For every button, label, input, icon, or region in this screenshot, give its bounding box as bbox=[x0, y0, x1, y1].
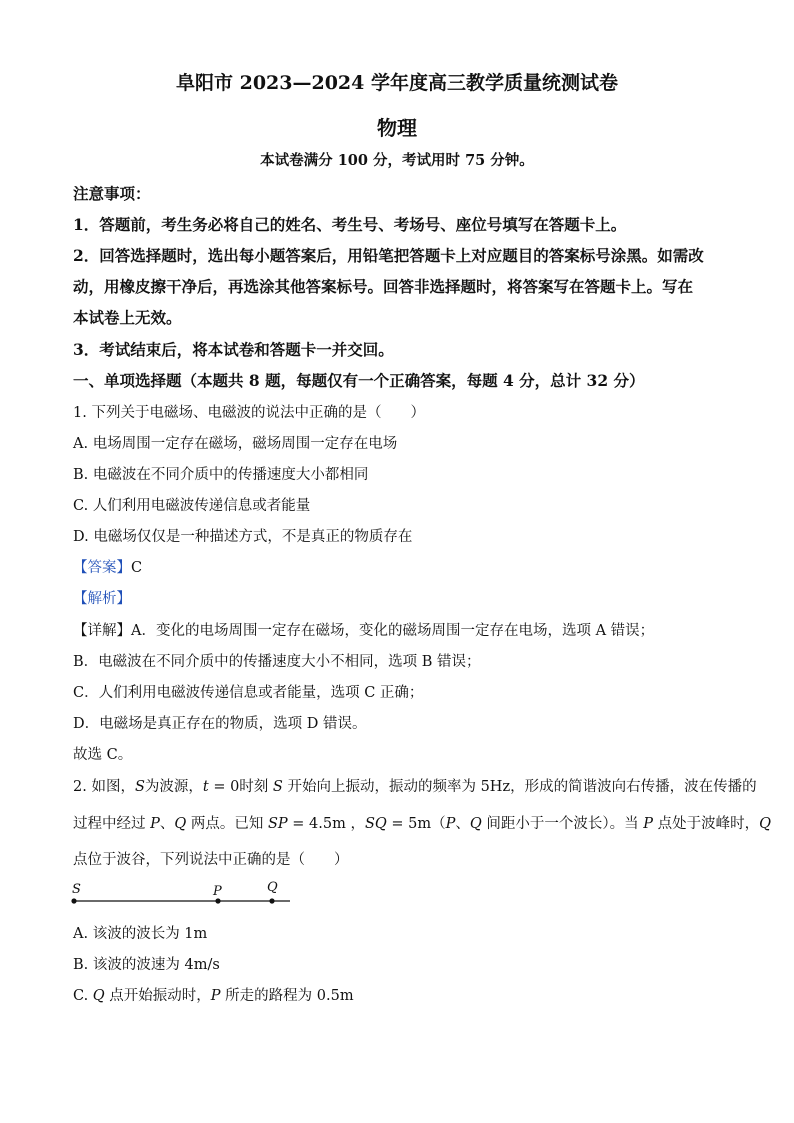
question-1-stem: 1. 下列关于电磁场、电磁波的说法中正确的是（ ） bbox=[73, 405, 425, 421]
detail-tag: 【详解】 bbox=[73, 623, 131, 639]
q1-conclusion: 故选 C。 bbox=[73, 747, 133, 763]
q1-detail-line-3: C．人们利用电磁波传递信息或者能量，选项 C 正确； bbox=[73, 685, 424, 701]
q2-text: 过程中经过 bbox=[73, 816, 151, 832]
q2-text: = 4.5m ， bbox=[287, 816, 365, 832]
question-2-line-3: 点位于波谷，下列说法中正确的是（ ） bbox=[73, 852, 349, 868]
point-q-dot bbox=[269, 898, 274, 903]
q2-var-sp: SP bbox=[267, 816, 288, 832]
q2-opt-text: 点开始振动时， bbox=[104, 988, 211, 1004]
q2-var-p: P bbox=[150, 816, 160, 832]
q2-text: 间距小于一个波长）。当 bbox=[481, 816, 644, 832]
note-item-2-line-3: 本试卷上无效。 bbox=[73, 308, 182, 327]
q2-text: 、 bbox=[159, 816, 175, 832]
q1-option-a: A. 电场周围一定存在磁场，磁场周围一定存在电场 bbox=[73, 436, 398, 452]
q1-detail-line-2: B．电磁波在不同介质中的传播速度大小不相同，选项 B 错误； bbox=[73, 654, 481, 670]
answer-tag: 【答案】 bbox=[73, 560, 131, 576]
q2-option-a: A. 该波的波长为 1m bbox=[73, 926, 208, 942]
q2-option-b: B. 该波的波速为 4m/s bbox=[73, 957, 220, 973]
wave-line-figure bbox=[70, 876, 300, 910]
analysis-tag: 【解析】 bbox=[73, 591, 131, 607]
q2-var-q: Q bbox=[92, 988, 105, 1004]
q2-var-s: S bbox=[134, 779, 145, 795]
point-p-dot bbox=[215, 898, 220, 903]
q2-var-s: S bbox=[272, 779, 283, 795]
q2-text: 两点。已知 bbox=[186, 816, 268, 832]
section-heading: 一、单项选择题（本题共 8 题，每题仅有一个正确答案，每题 4 分，总计 32 分） bbox=[73, 371, 645, 390]
q2-text: 、 bbox=[455, 816, 470, 832]
answer-value: C bbox=[131, 560, 143, 576]
q2-text: 为波源， bbox=[144, 779, 203, 795]
q1-option-b: B. 电磁波在不同介质中的传播速度大小都相同 bbox=[73, 467, 369, 483]
note-item-1: 1．答题前，考生务必将自己的姓名、考生号、考场号、座位号填写在答题卡上。 bbox=[73, 215, 627, 234]
question-2-line-1 bbox=[73, 775, 757, 796]
q1-answer bbox=[73, 556, 142, 577]
note-item-2-line-2: 动，用橡皮擦干净后，再选涂其他答案标号。回答非选择题时，将答案写在答题卡上。写在 bbox=[73, 277, 694, 296]
detail-text-a: A．变化的电场周围一定存在磁场，变化的磁场周围一定存在电场，选项 A 错误； bbox=[131, 623, 655, 639]
label-p: P bbox=[213, 884, 222, 899]
label-s: S bbox=[72, 882, 81, 897]
q2-var-t: t bbox=[202, 779, 209, 795]
exam-title: 阜阳市 2023—2024 学年度高三教学质量统测试卷 bbox=[176, 72, 618, 94]
q2-option-c bbox=[73, 984, 354, 1005]
label-q: Q bbox=[267, 880, 278, 895]
q2-var-q: Q bbox=[174, 816, 187, 832]
note-item-2-line-1: 2．回答选择题时，选出每小题答案后，用铅笔把答题卡上对应题目的答案标号涂黑。如需改 bbox=[73, 246, 704, 265]
notes-heading: 注意事项： bbox=[73, 184, 151, 203]
note-item-3: 3．考试结束后，将本试卷和答题卡一并交回。 bbox=[73, 340, 394, 359]
q2-text: = 0时刻 bbox=[208, 779, 273, 795]
q2-text: 2. 如图， bbox=[73, 779, 135, 795]
q2-opt-text: C. bbox=[73, 988, 93, 1004]
question-2-line-2 bbox=[73, 812, 771, 833]
q2-var-p: P bbox=[210, 988, 221, 1004]
q1-detail-line-1 bbox=[73, 619, 654, 640]
q1-detail-line-4: D．电磁场是真正存在的物质，选项 D 错误。 bbox=[73, 716, 367, 732]
q2-var-p: P bbox=[445, 816, 456, 832]
q2-opt-text: 所走的路程为 0.5m bbox=[220, 988, 354, 1004]
point-s-dot bbox=[71, 898, 76, 903]
q2-text: 点处于波峰时， bbox=[653, 816, 760, 832]
q1-option-c: C. 人们利用电磁波传递信息或者能量 bbox=[73, 498, 311, 514]
subject-title: 物理 bbox=[377, 116, 417, 140]
exam-info: 本试卷满分 100 分，考试用时 75 分钟。 bbox=[260, 152, 534, 169]
q2-text: 开始向上振动，振动的频率为 5Hz，形成的简谐波向右传播，波在传播的 bbox=[282, 779, 757, 795]
q2-text: = 5m（ bbox=[386, 816, 446, 832]
q2-var-q: Q bbox=[759, 816, 772, 832]
q2-var-q: Q bbox=[469, 816, 482, 832]
q2-var-sq: SQ bbox=[364, 816, 387, 832]
q1-option-d: D. 电磁场仅仅是一种描述方式，不是真正的物质存在 bbox=[73, 529, 413, 545]
q2-var-p: P bbox=[643, 816, 654, 832]
